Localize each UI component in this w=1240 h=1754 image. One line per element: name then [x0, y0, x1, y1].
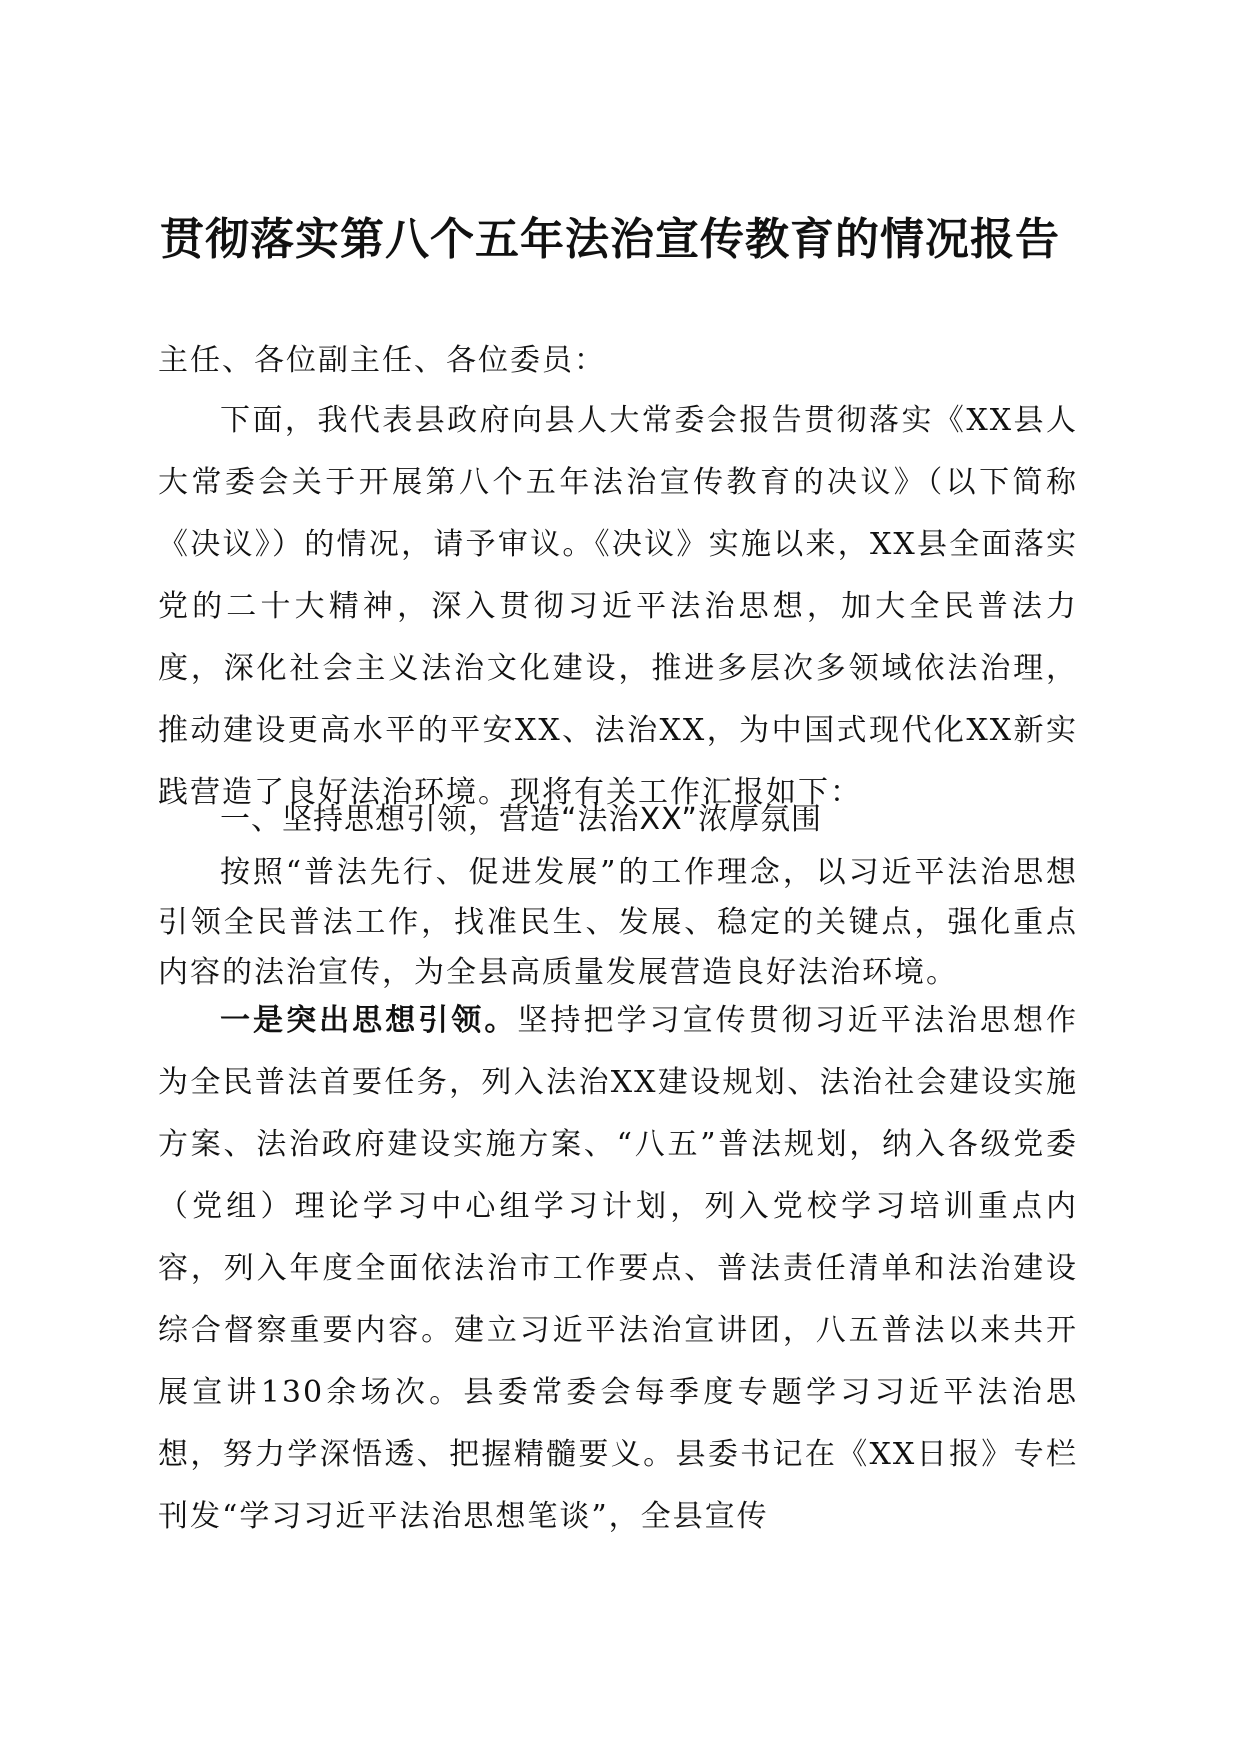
point-one-paragraph: [158, 990, 1078, 1548]
intro-paragraph: 下面，我代表县政府向县人大常委会报告贯彻落实《XX县人大常委会关于开展第八个五年法治宣传教育的决议》（以下简称《决议》）的情况，请予审议。《决议》实施以来，XX县全面落实党的二十大精神，深入贯彻习近平法治思想，加大全民普法力度，深化社会主义法治文化建设，推进多层次多领域依法治理，推动建设更高水平的平安XX、法治XX，为中国式现代化XX新实践营造了良好法治环境。现将有关工作汇报如下：: [158, 403, 1078, 810]
section-summary-paragraph: 按照“普法先行、促进发展”的工作理念，以习近平法治思想引领全民普法工作，找准民生、发展、稳定的关键点，强化重点内容的法治宣传，为全县高质量发展营造良好法治环境。: [158, 855, 1078, 990]
document-title: 贯彻落实第八个五年法治宣传教育的情况报告: [160, 214, 1060, 265]
point-one-label: 一是突出思想引领。: [220, 1003, 518, 1038]
point-one-text: 坚持把学习宣传贯彻习近平法治思想作为全民普法首要任务，列入法治XX建设规划、法治社会建设实施方案、法治政府建设实施方案、“八五”普法规划，纳入各级党委（党组）理论学习中心组学习计划，列入党校学习培训重点内容，列入年度全面依法治市工作要点、普法责任清单和法治建设综合督察重要内容。建立习近平法治宣讲团，八五普法以来共开展宣讲130余场次。县委常委会每季度专题学习习近平法治思想，努力学深悟透、把握精髓要义。县委书记在《XX日报》专栏刊发“学习习近平法治思想笔谈”，全县宣传: [158, 1003, 1079, 1534]
section-heading: 一、坚持思想引领，营造“法治XX”浓厚氛围: [220, 802, 822, 837]
salutation: 主任、各位副主任、各位委员：: [158, 343, 606, 378]
